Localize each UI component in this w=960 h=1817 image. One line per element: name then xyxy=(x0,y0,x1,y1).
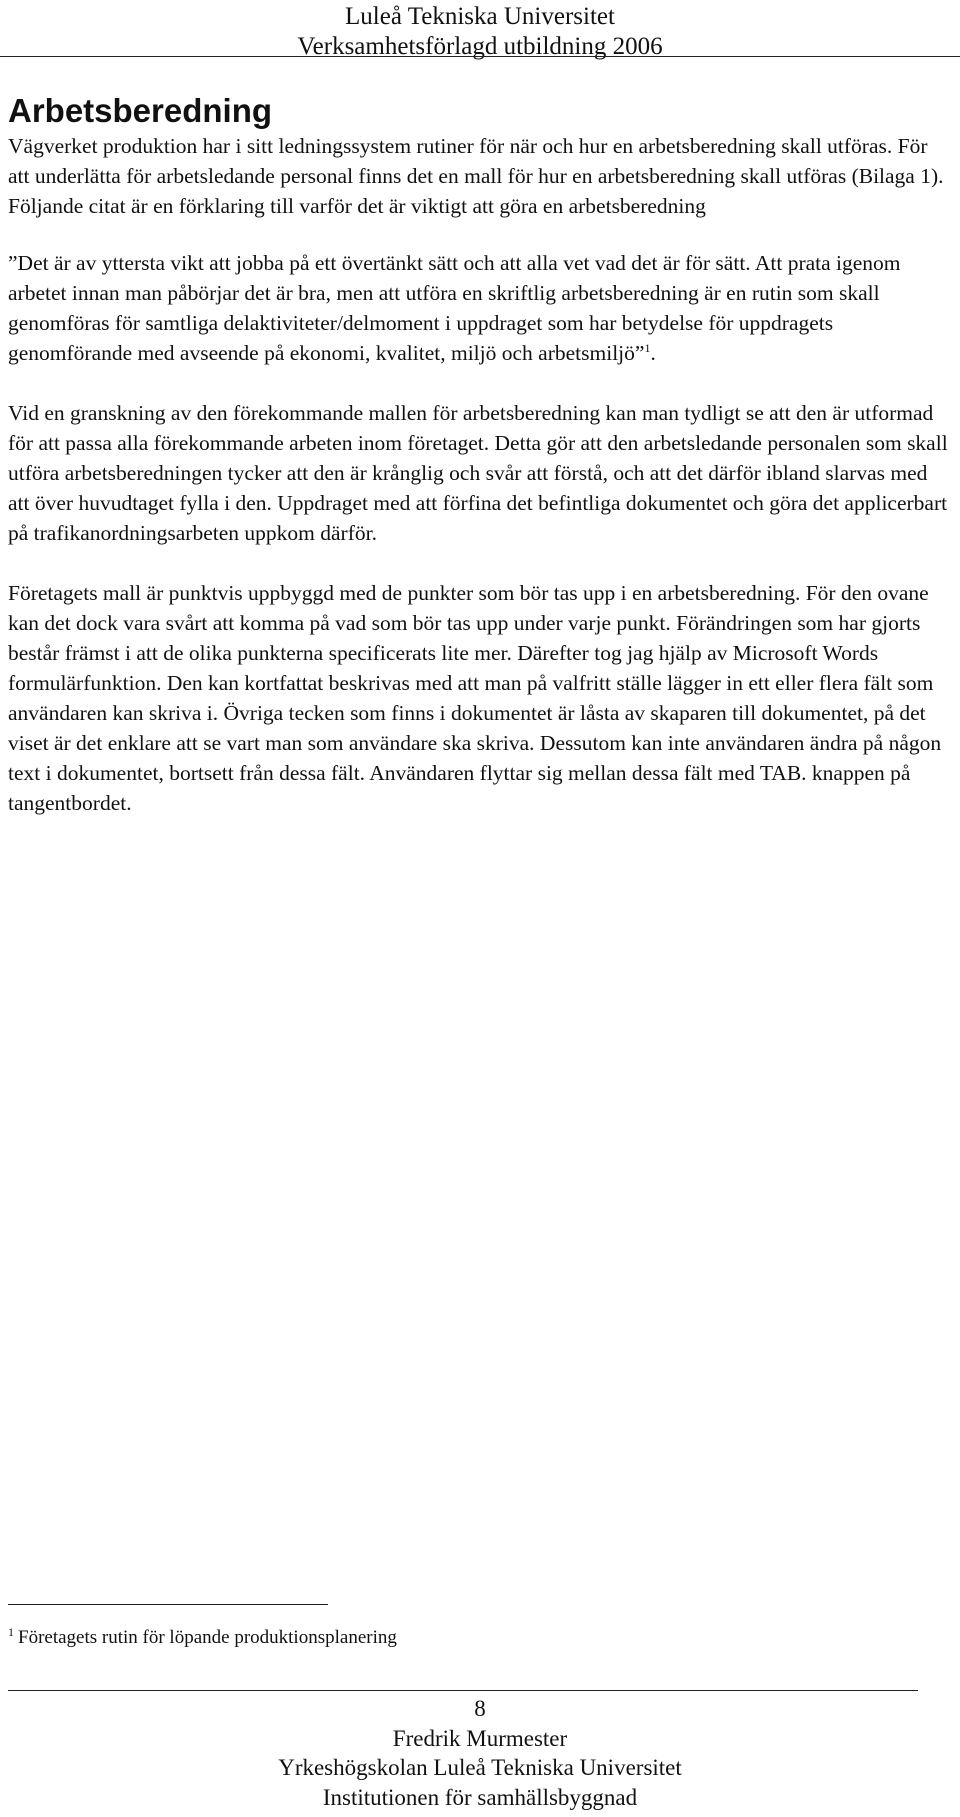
quote-period: . xyxy=(650,341,656,365)
header-university: Luleå Tekniska Universitet xyxy=(345,3,615,30)
body-text xyxy=(8,131,953,818)
footnote-divider xyxy=(8,1604,328,1605)
page-number: 8 xyxy=(474,1696,486,1721)
paragraph-intro: Vägverket produktion har i sitt ledningssystem rutiner för när och hur en arbetsberedning skall utföras. För att underlätta för arbetsledande personal finns det en mall för hur en arbetsberedning skall utföras (Bilaga 1). Följande citat är en förklaring till varför det är viktigt att göra en arbetsberedning xyxy=(8,134,944,218)
paragraph-review: Vid en granskning av den förekommande mallen för arbetsberedning kan man tydligt se att den är utformad för att passa alla förekommande arbeten inom företaget. Detta gör att den arbetsledande personalen som skall utföra arbetsberedningen tycker att den är krånglig och svår att förstå, och att det därför ibland slarvas med att över huvudtaget fylla i den. Uppdraget med att förfina det befintliga dokumentet och göra det applicerbart på trafikanordningsarbeten uppkom därför. xyxy=(8,401,948,545)
quote-footnote-ref: 1 xyxy=(644,340,651,355)
footer-department: Institutionen för samhällsbyggnad xyxy=(322,1784,638,1810)
page-footer xyxy=(0,1694,960,1812)
header-course: Verksamhetsförlagd utbildning 2006 xyxy=(297,33,663,60)
footer-author: Fredrik Murmester xyxy=(392,1725,568,1751)
page-header xyxy=(0,2,960,62)
footnote-mark: 1 xyxy=(8,1624,14,1639)
footnote-text: Företagets rutin för löpande produktionsplanering xyxy=(18,1627,397,1648)
paragraph-quote xyxy=(8,248,953,368)
section-heading: Arbetsberedning xyxy=(8,92,273,129)
footer-school: Yrkeshögskolan Luleå Tekniska Universitet xyxy=(278,1755,682,1780)
footer-divider xyxy=(8,1690,918,1691)
paragraph-template: Företagets mall är punktvis uppbyggd med de punkter som bör tas upp i en arbetsberedning. För den ovane kan det dock vara svårt att komma på vad som bör tas upp under varje punkt. Förändringen som har gjorts består främst i att de olika punkterna specificerats lite mer. Därefter tog jag hjälp av Microsoft Words formulärfunktion. Den kan kortfattat beskrivas med att man på valfritt ställe lägger in ett eller flera fält som användaren kan skriva i. Övriga tecken som finns i dokumentet är låsta av skaparen till dokumentet, på det viset är det enklare att se vart man som användare ska skriva. Dessutom kan inte användaren ändra på någon text i dokumentet, bortsett från dessa fält. Användaren flyttar sig mellan dessa fält med TAB. knappen på tangentbordet. xyxy=(8,581,942,815)
footnote xyxy=(8,1626,397,1650)
header-divider xyxy=(0,56,960,57)
quote-text: ”Det är av yttersta vikt att jobba på ett övertänkt sätt och att alla vet vad det är för sätt. Att prata igenom arbetet innan man påbörjar det är bra, men att utföra en skriftlig arbetsberedning är en rutin som skall genomföras för samtliga delaktiviteter/delmoment i uppdraget som har betydelse för uppdragets genomförande med avseende på ekonomi, kvalitet, miljö och arbetsmiljö” xyxy=(8,251,901,365)
